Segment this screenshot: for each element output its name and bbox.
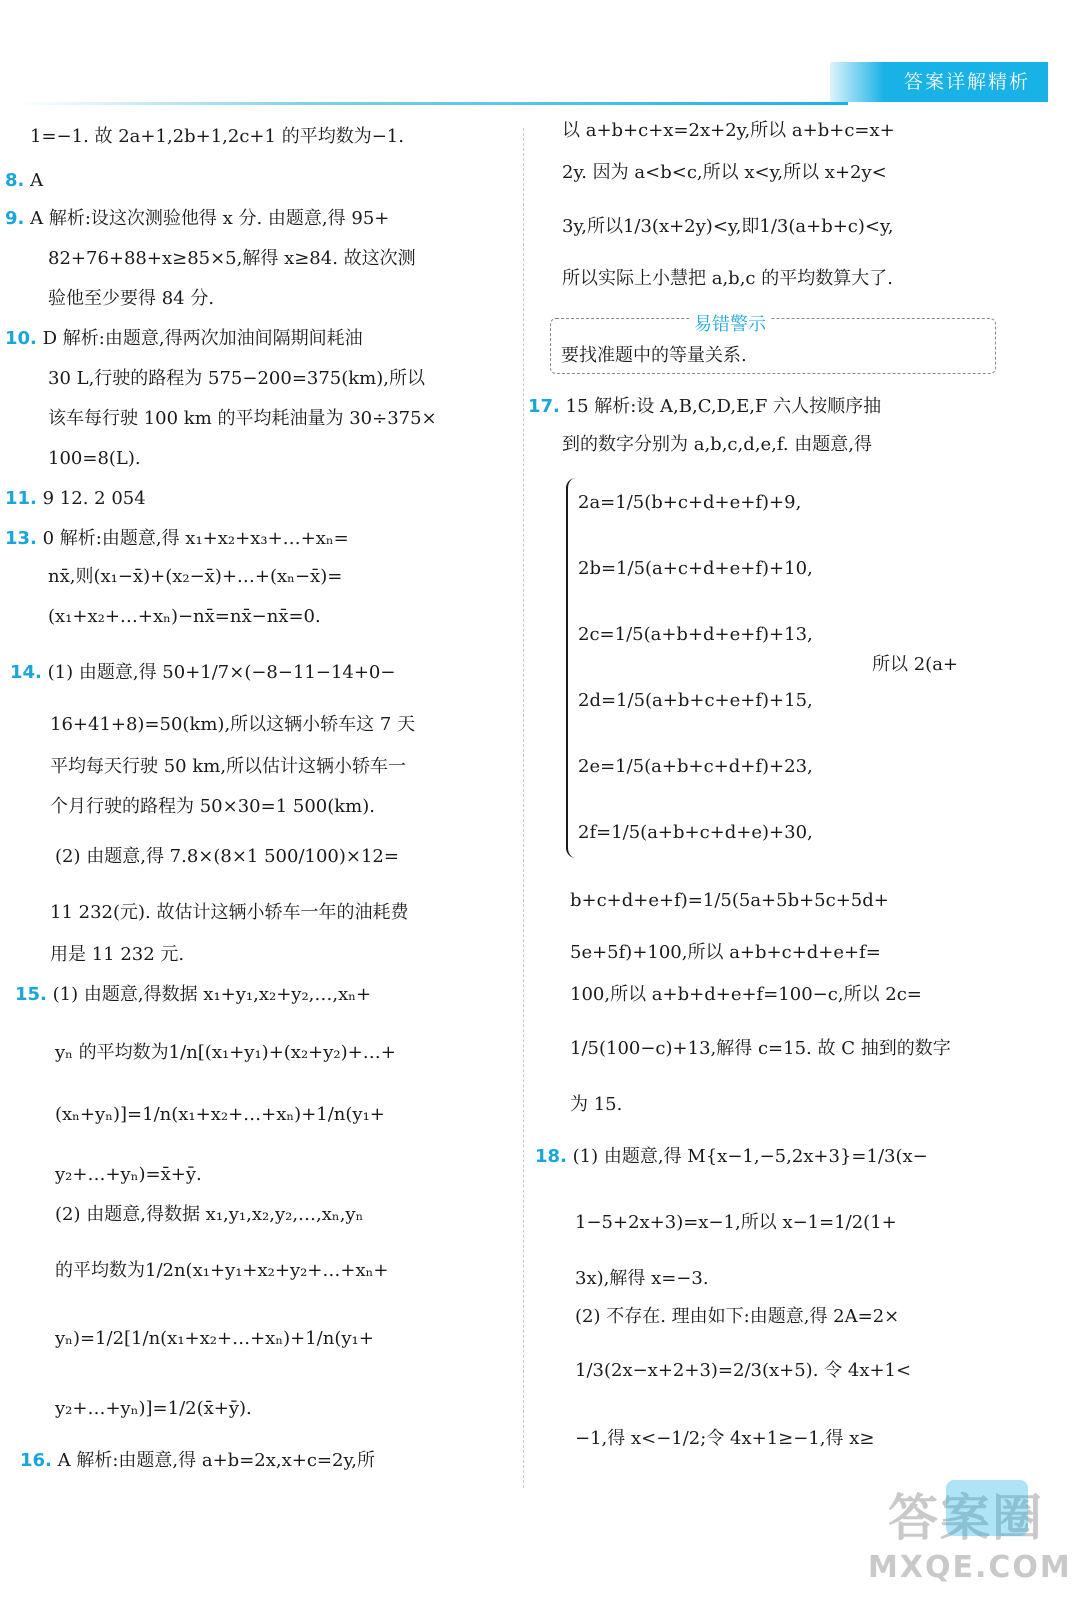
answer-text: 3y,所以1/3(x+2y)<y,即1/3(a+b+c)<y, xyxy=(562,216,894,237)
section-tab: 答案详解精析 xyxy=(830,62,1048,102)
left-line xyxy=(48,568,342,586)
answer-text: 0 解析:由题意,得 x₁+x₂+x₃+…+xₙ= xyxy=(42,528,349,549)
answer-text: (2) 由题意,得 7.8×(8×1 500/100)×12= xyxy=(55,846,399,867)
right-line xyxy=(562,122,895,140)
left-line xyxy=(50,946,184,964)
question-number: 17. xyxy=(528,396,560,417)
answer-text: 用是 11 232 元. xyxy=(50,944,185,965)
answer-text: nx̄,则(x₁−x̄)+(x₂−x̄)+…+(xₙ−x̄)= xyxy=(48,566,343,587)
answer-text: A 解析:由题意,得 a+b=2x,x+c=2y,所 xyxy=(57,1450,375,1471)
header-rule xyxy=(18,102,848,105)
question-number: 18. xyxy=(535,1146,567,1167)
question-number: 9. xyxy=(5,208,25,229)
left-line xyxy=(55,1106,385,1124)
question-number: 13. xyxy=(5,528,37,549)
answer-text: 该车每行驶 100 km 的平均耗油量为 30÷375× xyxy=(48,408,437,429)
answer-text: y₂+…+yₙ)=x̄+ȳ. xyxy=(55,1164,202,1185)
answer-text: 1/5(100−c)+13,解得 c=15. 故 C 抽到的数字 xyxy=(570,1038,951,1059)
left-line xyxy=(55,1166,202,1184)
answer-text: 15 解析:设 A,B,C,D,E,F 六人按顺序抽 xyxy=(565,396,882,417)
question-number: 8. xyxy=(5,170,25,191)
right-line xyxy=(575,1308,899,1326)
answer-text: A 解析:设这次测验他得 x 分. 由题意,得 95+ xyxy=(30,208,390,229)
answer-text: 100,所以 a+b+d+e+f=100−c,所以 2c= xyxy=(570,984,922,1005)
answer-text: D 解析:由题意,得两次加油间隔期间耗油 xyxy=(42,328,363,349)
right-line xyxy=(570,1096,622,1114)
watermark xyxy=(868,1478,1072,1596)
right-line xyxy=(570,892,889,910)
answer-text: 16+41+8)=50(km),所以这辆小轿车这 7 天 xyxy=(50,714,416,735)
warning-text: 要找准题中的等量关系. xyxy=(561,345,747,366)
question-number: 15. xyxy=(15,984,47,1005)
left-line xyxy=(30,128,404,146)
answer-text: 所以实际上小慧把 a,b,c 的平均数算大了. xyxy=(562,268,893,289)
warning-title: 易错警示 xyxy=(690,310,770,336)
answer-text: 为 15. xyxy=(570,1094,623,1115)
left-line xyxy=(5,490,146,508)
left-line xyxy=(50,798,375,816)
answer-text: 2e=1/5(a+b+c+d+f)+23, xyxy=(578,756,813,777)
watermark-badge xyxy=(946,1480,1028,1536)
answer-text: yₙ 的平均数为1/n[(x₁+y₁)+(x₂+y₂)+…+ xyxy=(55,1042,396,1063)
answer-text: 3x),解得 x=−3. xyxy=(575,1268,709,1289)
right-line xyxy=(578,626,813,644)
answer-text: 11 232(元). 故估计这辆小轿车一年的油耗费 xyxy=(50,902,409,923)
left-line xyxy=(5,530,349,548)
right-line xyxy=(570,944,881,962)
left-line xyxy=(48,290,214,308)
right-line xyxy=(872,656,958,674)
answer-text: (2) 不存在. 理由如下:由题意,得 2A=2× xyxy=(575,1306,900,1327)
equation-system-brace xyxy=(566,478,576,858)
answer-text: 2a=1/5(b+c+d+e+f)+9, xyxy=(578,492,802,513)
watermark-logo: 答案圈 xyxy=(888,1489,1044,1547)
left-line xyxy=(5,210,389,228)
answer-text: 平均每天行驶 50 km,所以估计这辆小轿车一 xyxy=(50,756,407,777)
answer-text: 2b=1/5(a+c+d+e+f)+10, xyxy=(578,558,813,579)
answer-text: 2f=1/5(a+b+c+d+e)+30, xyxy=(578,822,813,843)
right-line xyxy=(562,436,872,454)
answer-text: (1) 由题意,得 50+1/7×(−8−11−14+0− xyxy=(47,662,396,683)
answer-text: 以 a+b+c+x=2x+2y,所以 a+b+c=x+ xyxy=(562,120,895,141)
question-number: 11. xyxy=(5,488,37,509)
left-line xyxy=(48,450,141,468)
left-line xyxy=(10,664,395,682)
left-line xyxy=(55,1206,363,1224)
right-line xyxy=(578,758,813,776)
answer-text: b+c+d+e+f)=1/5(5a+5b+5c+5d+ xyxy=(570,890,889,911)
left-line xyxy=(48,250,416,268)
answer-text: (2) 由题意,得数据 x₁,y₁,x₂,y₂,…,xₙ,yₙ xyxy=(55,1204,364,1225)
answer-text: 个月行驶的路程为 50×30=1 500(km). xyxy=(50,796,375,817)
right-line xyxy=(578,494,801,512)
right-line xyxy=(575,1270,709,1288)
answer-text: 82+76+88+x≥85×5,解得 x≥84. 故这次测 xyxy=(48,248,416,269)
left-line xyxy=(48,410,437,428)
right-line xyxy=(570,986,922,1004)
answer-text: A xyxy=(30,170,44,191)
left-line xyxy=(55,1044,396,1062)
question-number: 16. xyxy=(20,1450,52,1471)
left-line xyxy=(50,758,406,776)
column-divider xyxy=(523,128,524,1488)
question-number: 10. xyxy=(5,328,37,349)
left-line xyxy=(20,1452,375,1470)
answer-text: (1) 由题意,得 M{x−1,−5,2x+3}=1/3(x− xyxy=(572,1146,928,1167)
answer-text: 到的数字分别为 a,b,c,d,e,f. 由题意,得 xyxy=(562,434,873,455)
answer-text: 1=−1. 故 2a+1,2b+1,2c+1 的平均数为−1. xyxy=(30,126,404,147)
right-line xyxy=(578,824,813,842)
answer-text: 验他至少要得 84 分. xyxy=(48,288,215,309)
question-number: 14. xyxy=(10,662,42,683)
answer-text: 100=8(L). xyxy=(48,448,141,469)
left-line xyxy=(55,1330,374,1348)
left-line xyxy=(5,172,43,190)
answer-text: (x₁+x₂+…+xₙ)−nx̄=nx̄−nx̄=0. xyxy=(48,606,321,627)
left-line xyxy=(50,904,408,922)
left-line xyxy=(48,608,321,626)
right-line xyxy=(535,1148,928,1166)
answer-text: 1−5+2x+3)=x−1,所以 x−1=1/2(1+ xyxy=(575,1212,897,1233)
answer-text: 2y. 因为 a<b<c,所以 x<y,所以 x+2y< xyxy=(562,162,887,183)
answer-text: 的平均数为1/2n(x₁+y₁+x₂+y₂+…+xₙ+ xyxy=(55,1260,389,1281)
answer-text: (1) 由题意,得数据 x₁+y₁,x₂+y₂,…,xₙ+ xyxy=(52,984,372,1005)
left-line xyxy=(50,716,415,734)
answer-text: yₙ)=1/2[1/n(x₁+x₂+…+xₙ)+1/n(y₁+ xyxy=(55,1328,374,1349)
right-line xyxy=(575,1430,874,1448)
right-line xyxy=(575,1214,897,1232)
left-line xyxy=(55,848,399,866)
left-line xyxy=(15,986,371,1004)
answer-text: −1,得 x<−1/2;令 4x+1≥−1,得 x≥ xyxy=(575,1428,875,1449)
answer-text: 9 12. 2 054 xyxy=(42,488,146,509)
answer-text: 2c=1/5(a+b+d+e+f)+13, xyxy=(578,624,813,645)
right-line xyxy=(528,398,881,416)
right-line xyxy=(578,560,813,578)
left-line xyxy=(55,1400,252,1418)
left-line xyxy=(55,1262,389,1280)
answer-text: (xₙ+yₙ)]=1/n(x₁+x₂+…+xₙ)+1/n(y₁+ xyxy=(55,1104,385,1125)
warning-box xyxy=(550,318,996,374)
answer-text: 5e+5f)+100,所以 a+b+c+d+e+f= xyxy=(570,942,881,963)
answer-text: 所以 2(a+ xyxy=(872,654,959,675)
left-line xyxy=(5,330,363,348)
right-line xyxy=(562,270,893,288)
right-line xyxy=(570,1040,951,1058)
right-line xyxy=(575,1362,911,1380)
right-line xyxy=(578,692,813,710)
answer-text: y₂+…+yₙ)]=1/2(x̄+ȳ). xyxy=(55,1398,252,1419)
answer-text: 1/3(2x−x+2+3)=2/3(x+5). 令 4x+1< xyxy=(575,1360,912,1381)
answer-text: 30 L,行驶的路程为 575−200=375(km),所以 xyxy=(48,368,425,389)
watermark-site: MXQE.COM xyxy=(868,1550,1072,1585)
left-line xyxy=(48,370,425,388)
answer-text: 2d=1/5(a+b+c+e+f)+15, xyxy=(578,690,813,711)
right-line xyxy=(562,218,894,236)
right-line xyxy=(562,164,887,182)
